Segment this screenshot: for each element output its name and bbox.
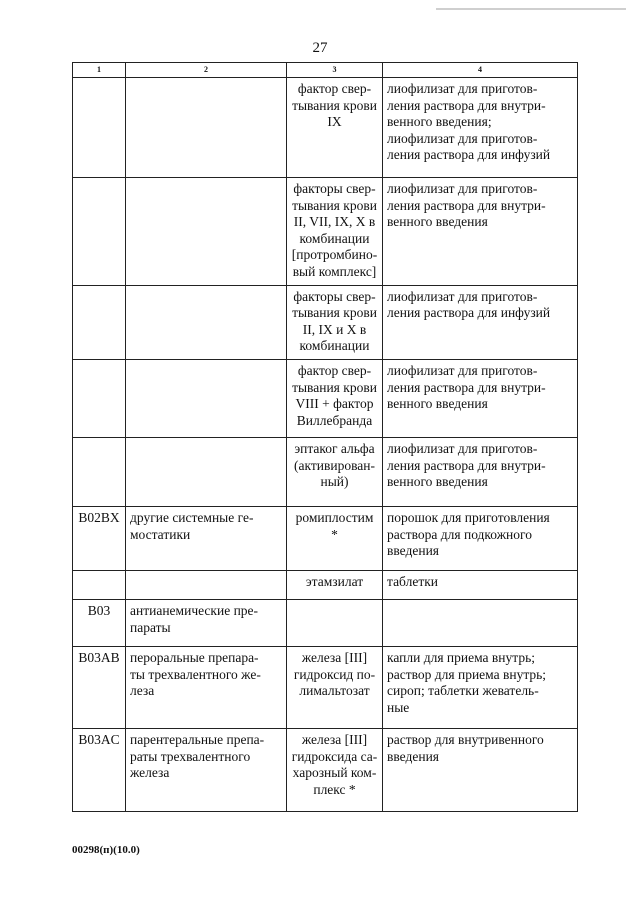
table-row [73, 285, 578, 359]
substance-cell: факторы свер- тывания крови II, VII, IX, X в комбинации [протромбино- вый комплекс] [287, 178, 383, 286]
substance-cell [287, 599, 383, 646]
group-cell [126, 78, 287, 178]
code-cell: B03 [73, 599, 126, 646]
table-body [73, 63, 578, 812]
table-row [73, 506, 578, 570]
group-cell [126, 570, 287, 599]
group-cell [126, 285, 287, 359]
code-cell: B03AC [73, 728, 126, 811]
table-row [73, 359, 578, 437]
substance-cell: железа [III] гидроксид по- лимальтозат [287, 646, 383, 728]
group-cell: парентеральные препа- раты трехвалентного железа [126, 728, 287, 811]
code-cell [73, 178, 126, 286]
group-cell [126, 437, 287, 506]
substance-cell: фактор свер- тывания крови IX [287, 78, 383, 178]
table-row [73, 178, 578, 286]
code-cell [73, 78, 126, 178]
table-row [73, 78, 578, 178]
form-cell: лиофилизат для приготов- ления раствора для внутри- венного введения [383, 437, 578, 506]
header-cell-2: 2 [126, 63, 287, 78]
form-cell: лиофилизат для приготов- ления раствора для внутри- венного введения; лиофилизат для приготов- ления раствора для инфузий [383, 78, 578, 178]
footer-code: 00298(п)(10.0) [72, 844, 140, 856]
scan-mark [436, 8, 626, 10]
table-header-row [73, 63, 578, 78]
form-cell: лиофилизат для приготов- ления раствора для внутри- венного введения [383, 178, 578, 286]
table-row [73, 646, 578, 728]
table-row [73, 437, 578, 506]
code-cell [73, 359, 126, 437]
substance-cell: ромиплостим * [287, 506, 383, 570]
table-row [73, 728, 578, 811]
substance-cell: эптаког альфа (активирован- ный) [287, 437, 383, 506]
page-number: 27 [312, 40, 328, 56]
code-cell: B02BX [73, 506, 126, 570]
header-cell-1: 1 [73, 63, 126, 78]
form-cell: порошок для приготовления раствора для подкожного введения [383, 506, 578, 570]
form-cell: таблетки [383, 570, 578, 599]
group-cell [126, 178, 287, 286]
form-cell: лиофилизат для приготов- ления раствора для инфузий [383, 285, 578, 359]
code-cell [73, 437, 126, 506]
header-cell-3: 3 [287, 63, 383, 78]
code-cell: B03AB [73, 646, 126, 728]
code-cell [73, 570, 126, 599]
substance-cell: факторы свер- тывания крови II, IX и X в комбинации [287, 285, 383, 359]
substance-cell: железа [III] гидроксида са- харозный ком- плекс * [287, 728, 383, 811]
group-cell: другие системные ге- мостатики [126, 506, 287, 570]
form-cell: раствор для внутривенного введения [383, 728, 578, 811]
group-cell [126, 359, 287, 437]
form-cell [383, 599, 578, 646]
drug-table [72, 62, 578, 812]
group-cell: пероральные препара- ты трехвалентного же- леза [126, 646, 287, 728]
header-cell-4: 4 [383, 63, 578, 78]
form-cell: капли для приема внутрь; раствор для приема внутрь; сироп; таблетки жеватель- ные [383, 646, 578, 728]
substance-cell: этамзилат [287, 570, 383, 599]
group-cell: антианемические пре- параты [126, 599, 287, 646]
substance-cell: фактор свер- тывания крови VIII + фактор Виллебранда [287, 359, 383, 437]
table-row [73, 570, 578, 599]
table-row [73, 599, 578, 646]
code-cell [73, 285, 126, 359]
form-cell: лиофилизат для приготов- ления раствора для внутри- венного введения [383, 359, 578, 437]
